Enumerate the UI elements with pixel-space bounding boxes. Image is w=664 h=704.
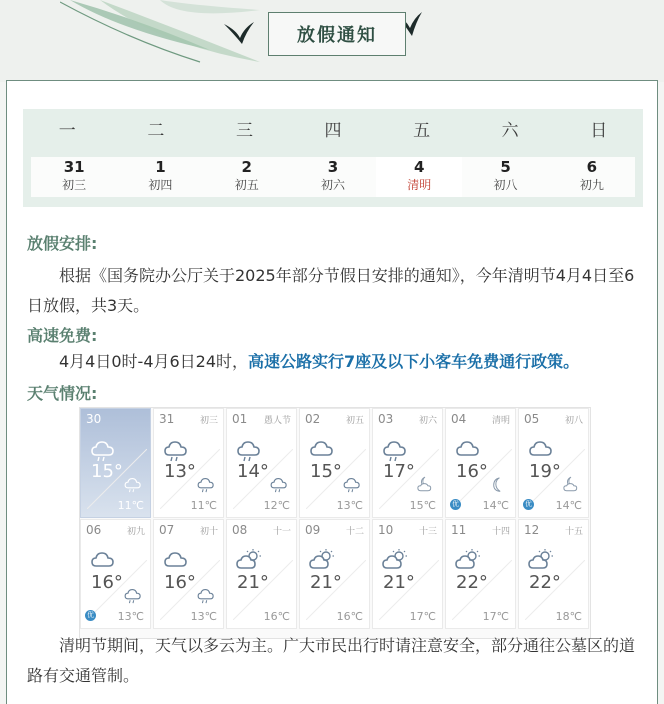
calendar-day-lunar: 初三 [62, 178, 87, 192]
night-rain-cloud-icon [123, 475, 143, 495]
weather-high-temp: 13° [164, 461, 196, 482]
weather-low-temp: 17℃ [482, 610, 509, 623]
weather-day-cell[interactable] [80, 519, 151, 629]
weather-high-temp: 21° [310, 572, 342, 593]
weather-high-temp: 14° [237, 461, 269, 482]
sun-cloud-icon [527, 548, 555, 572]
calendar-day-number: 3 [327, 158, 339, 176]
weather-day-cell[interactable] [226, 408, 297, 518]
weather-high-temp: 21° [237, 572, 269, 593]
notice-panel [6, 80, 658, 704]
weather-low-temp: 11℃ [117, 499, 144, 512]
weather-low-temp: 14℃ [482, 499, 509, 512]
weather-forecast-grid [79, 407, 591, 639]
weather-lunar: 初六 [418, 416, 437, 426]
weather-date: 07 [159, 523, 175, 537]
night-rain-cloud-icon [269, 475, 289, 495]
sun-cloud-icon [381, 548, 409, 572]
holiday-calendar [23, 109, 643, 207]
weather-lunar: 十二 [345, 527, 364, 537]
weather-lunar: 初十 [199, 527, 218, 537]
cloud-icon [308, 437, 336, 461]
weather-high-temp: 22° [529, 572, 561, 593]
weather-day-cell[interactable] [518, 519, 589, 629]
holiday-text: 根据《国务院办公厅关于2025年部分节假日安排的通知》，今年清明节4月4日至6日放假，共3天。 [27, 266, 635, 315]
footer-text: 清明节期间，天气以多云为主。广大市民出行时请注意安全，部分通往公墓区的道路有交通管制。 [27, 636, 636, 685]
night-moon-cloud-icon [415, 475, 435, 495]
rain-cloud-icon [89, 437, 117, 461]
calendar-day-number: 5 [500, 158, 511, 176]
highway-text-prefix: 4月4日0时-4月6日24时， [59, 352, 249, 371]
weather-low-temp: 13℃ [190, 610, 217, 623]
weather-date: 10 [378, 523, 394, 537]
highway-text-highlight: 高速公路实行7座及以下小客车免费通行政策。 [248, 352, 580, 371]
weather-date: 02 [305, 412, 321, 426]
weather-low-temp: 18℃ [555, 610, 582, 623]
calendar-day [376, 157, 462, 197]
calendar-day-lunar: 初八 [493, 178, 518, 192]
rain-cloud-icon [162, 437, 190, 461]
calendar-day [204, 157, 290, 197]
calendar-weekdays [23, 109, 643, 153]
weather-day-cell[interactable] [518, 408, 589, 518]
sun-cloud-icon [308, 548, 336, 572]
cloud-icon [89, 548, 117, 572]
weather-lunar: 十五 [564, 527, 583, 537]
weekday-label: 一 [58, 121, 76, 141]
rain-cloud-icon [381, 437, 409, 461]
weather-date: 04 [451, 412, 467, 426]
weather-date: 03 [378, 412, 394, 426]
weather-day-cell[interactable] [153, 408, 224, 518]
weather-day-cell[interactable] [299, 408, 370, 518]
highway-text [27, 347, 643, 377]
calendar-day-lunar: 初六 [320, 178, 345, 192]
weather-day-cell[interactable] [445, 519, 516, 629]
cloud-icon [162, 548, 190, 572]
weather-day-cell[interactable] [299, 519, 370, 629]
night-moon-icon [488, 475, 508, 495]
night-moon-cloud-icon [561, 475, 581, 495]
weather-lunar: 初九 [126, 527, 145, 537]
highway-section-title: 高速免费: [27, 326, 98, 345]
sun-cloud-icon [235, 548, 263, 572]
night-rain-cloud-icon [342, 475, 362, 495]
cloud-icon [454, 437, 482, 461]
weather-low-temp: 12℃ [263, 499, 290, 512]
calendar-day-number: 6 [586, 158, 598, 176]
calendar-days [31, 157, 635, 197]
weather-high-temp: 16° [164, 572, 196, 593]
weather-high-temp: 16° [91, 572, 123, 593]
weather-high-temp: 22° [456, 572, 488, 593]
weekday-label: 五 [413, 121, 431, 141]
weather-high-temp: 17° [383, 461, 415, 482]
weather-high-temp: 16° [456, 461, 488, 482]
weather-section-title: 天气情况: [27, 384, 98, 403]
weather-day-cell[interactable] [372, 519, 443, 629]
air-quality-badge: 优 [87, 611, 94, 619]
weekday-label: 四 [324, 121, 342, 141]
weekday-label: 三 [235, 121, 253, 141]
night-rain-cloud-icon [123, 586, 143, 606]
weather-low-temp: 16℃ [336, 610, 363, 623]
weekday-label: 二 [147, 121, 165, 141]
calendar-day-lunar: 初四 [148, 178, 173, 192]
calendar-day [117, 157, 203, 197]
weather-lunar: 初五 [345, 416, 364, 426]
rain-cloud-icon [235, 437, 263, 461]
weather-lunar: 清明 [491, 416, 510, 426]
swallow-left-icon [222, 18, 256, 48]
calendar-day-number: 1 [155, 158, 166, 176]
weather-date: 05 [524, 412, 540, 426]
weather-date: 12 [524, 523, 540, 537]
weather-high-temp: 15° [310, 461, 342, 482]
weekday-label: 日 [590, 121, 608, 141]
weather-low-temp: 14℃ [555, 499, 582, 512]
weather-low-temp: 17℃ [409, 610, 436, 623]
weather-day-cell[interactable] [80, 408, 151, 518]
weather-date: 31 [159, 412, 175, 426]
calendar-day-number: 31 [63, 158, 85, 176]
calendar-day [462, 157, 548, 197]
weather-high-temp: 15° [91, 461, 123, 482]
page-title: 放假通知 [268, 12, 406, 56]
sun-cloud-icon [454, 548, 482, 572]
weather-lunar: 初八 [564, 416, 583, 426]
weather-lunar: 十一 [272, 527, 291, 537]
weather-lunar: 愚人节 [263, 416, 291, 426]
weather-day-cell[interactable] [445, 408, 516, 518]
weather-date: 08 [232, 523, 248, 537]
weather-lunar: 初三 [199, 416, 218, 426]
night-rain-cloud-icon [196, 586, 216, 606]
holiday-section-title: 放假安排: [27, 234, 98, 253]
weather-low-temp: 13℃ [336, 499, 363, 512]
weather-high-temp: 21° [383, 572, 415, 593]
weather-high-temp: 19° [529, 461, 561, 482]
weather-low-temp: 13℃ [117, 610, 144, 623]
weather-day-cell[interactable] [372, 408, 443, 518]
weather-low-temp: 15℃ [409, 499, 436, 512]
air-quality-badge: 优 [525, 500, 532, 508]
weather-low-temp: 16℃ [263, 610, 290, 623]
weather-date: 06 [86, 523, 102, 537]
weather-lunar: 十四 [491, 527, 510, 537]
calendar-day [290, 157, 376, 197]
cloud-icon [527, 437, 555, 461]
weather-day-cell[interactable] [226, 519, 297, 629]
calendar-day-lunar: 初五 [234, 178, 259, 192]
calendar-day [549, 157, 635, 197]
weather-lunar: 十三 [418, 527, 437, 537]
air-quality-badge: 优 [452, 500, 459, 508]
calendar-day-number: 2 [241, 158, 252, 176]
calendar-day [31, 157, 117, 197]
calendar-day-number: 4 [414, 158, 425, 176]
weather-date: 01 [232, 412, 248, 426]
weather-low-temp: 11℃ [190, 499, 217, 512]
header-banner [0, 0, 664, 82]
weather-day-cell[interactable] [153, 519, 224, 629]
weather-date: 09 [305, 523, 321, 537]
weather-date: 11 [451, 523, 467, 537]
weather-date: 30 [86, 412, 102, 426]
night-rain-cloud-icon [196, 475, 216, 495]
weekday-label: 六 [501, 121, 519, 141]
calendar-day-lunar: 清明 [407, 178, 432, 192]
calendar-day-lunar: 初九 [579, 178, 604, 192]
